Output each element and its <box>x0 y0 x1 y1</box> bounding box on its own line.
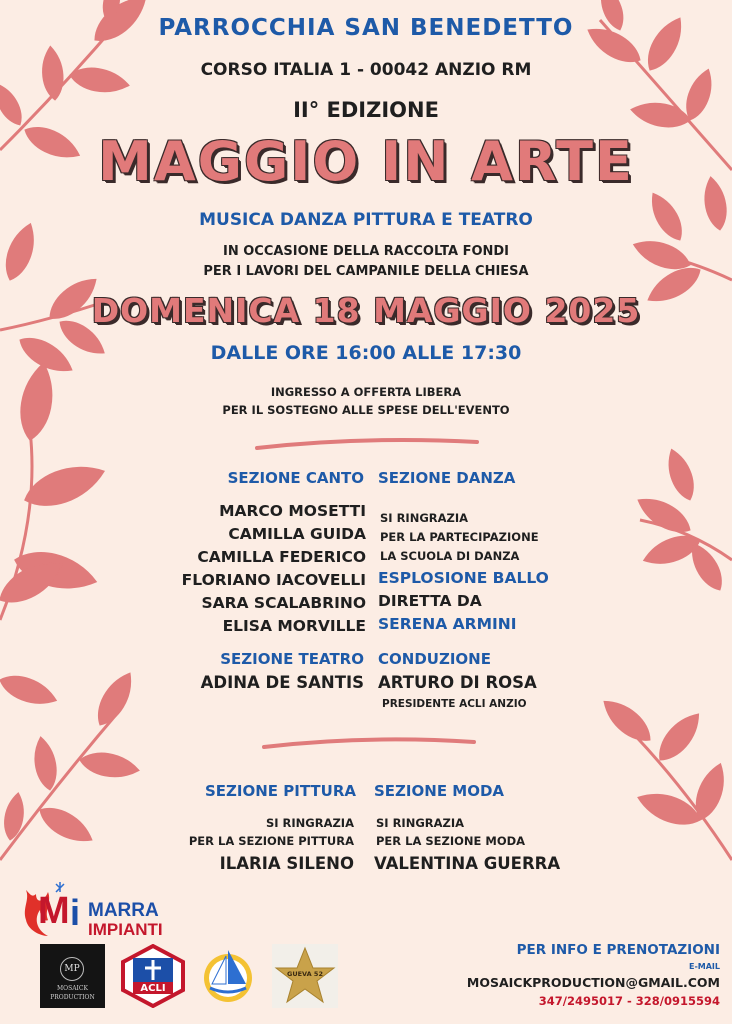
mosaick-production-logo <box>40 944 105 1008</box>
event-subtitle: MUSICA DANZA PITTURA E TEATRO <box>199 210 533 230</box>
canto-name: SARA SCALABRINO <box>201 594 366 612</box>
occasion-line1: IN OCCASIONE DELLA RACCOLTA FONDI <box>222 244 510 259</box>
danza-line2: PER LA PARTECIPAZIONE <box>380 530 539 544</box>
pittura-name: ILARIA SILENO <box>219 854 354 873</box>
danza-director: SERENA ARMINI <box>378 615 517 633</box>
acli-text: ACLI <box>140 983 166 994</box>
danza-line3: LA SCUOLA DI DANZA <box>380 549 520 563</box>
pittura-line2: PER LA SEZIONE PITTURA <box>188 834 354 848</box>
leaf-branch-right-lower <box>632 446 732 595</box>
event-time: DALLE ORE 16:00 ALLE 17:30 <box>210 342 522 364</box>
conduzione-role: PRESIDENTE ACLI ANZIO <box>382 698 527 710</box>
contact-email[interactable]: MOSAICKPRODUCTION@GMAIL.COM <box>466 975 720 990</box>
canto-name: CAMILLA GUIDA <box>228 525 366 543</box>
section-teatro-title: SEZIONE TEATRO <box>220 650 364 668</box>
section-moda-title: SEZIONE MODA <box>374 782 505 800</box>
gueva-text: GUEVA 52 <box>287 970 323 978</box>
occasion-line2: PER I LAVORI DEL CAMPANILE DELLA CHIESA <box>203 264 529 279</box>
marra-m: M <box>38 890 70 932</box>
danza-directed: DIRETTA DA <box>378 592 482 610</box>
mosaick-sub: PRODUCTION <box>50 994 95 1001</box>
mosaick-mp: MP <box>60 957 84 981</box>
danza-school: ESPLOSIONE BALLO <box>378 569 549 587</box>
leaf-branch-right-mid <box>630 175 732 310</box>
divider-top <box>255 436 480 452</box>
teatro-name: ADINA DE SANTIS <box>200 673 364 692</box>
sailboat-icon <box>198 944 258 1004</box>
event-date: DOMENICA 18 MAGGIO 2025 <box>91 291 641 330</box>
danza-line1: SI RINGRAZIA <box>380 511 469 525</box>
mosaick-name: MOSAICK <box>57 985 88 992</box>
email-label: E-MAIL <box>688 962 720 971</box>
marra-impianti-logo <box>18 880 183 940</box>
section-conduzione-title: CONDUZIONE <box>378 650 491 668</box>
marra-line2: IMPIANTI <box>88 920 163 939</box>
section-pittura-title: SEZIONE PITTURA <box>204 782 356 800</box>
moda-line1: SI RINGRAZIA <box>376 816 465 830</box>
canto-name: CAMILLA FEDERICO <box>197 548 366 566</box>
conduzione-name: ARTURO DI ROSA <box>378 673 537 692</box>
canto-name: MARCO MOSETTI <box>219 502 366 520</box>
section-danza-title: SEZIONE DANZA <box>378 469 516 487</box>
acli-logo <box>121 944 185 1008</box>
event-title: MAGGIO IN ARTE <box>98 130 634 193</box>
edition: II° EDIZIONE <box>293 98 439 122</box>
acli-emblem-icon <box>121 944 185 1008</box>
canto-name: ELISA MORVILLE <box>222 617 366 635</box>
section-canto-title: SEZIONE CANTO <box>227 469 364 487</box>
marra-i: i <box>70 892 81 933</box>
parish-name: PARROCCHIA SAN BENEDETTO <box>158 15 574 41</box>
moda-line2: PER LA SEZIONE MODA <box>376 834 526 848</box>
gueva-logo <box>272 944 338 1008</box>
marra-line1: MARRA <box>88 900 159 921</box>
contact-title: PER INFO E PRENOTAZIONI <box>516 942 720 958</box>
divider-bottom <box>262 735 477 751</box>
sailboat-logo <box>198 944 258 1004</box>
entry-line1: INGRESSO A OFFERTA LIBERA <box>270 385 462 399</box>
contact-phones[interactable]: 347/2495017 - 328/0915594 <box>538 994 720 1008</box>
address: CORSO ITALIA 1 - 00042 ANZIO RM <box>200 60 532 80</box>
pittura-line1: SI RINGRAZIA <box>265 816 354 830</box>
moda-name: VALENTINA GUERRA <box>374 854 561 873</box>
entry-line2: PER IL SOSTEGNO ALLE SPESE DELL'EVENTO <box>222 403 510 417</box>
canto-name: FLORIANO IACOVELLI <box>181 571 366 589</box>
leaf-branch-bottom-right <box>597 693 732 860</box>
